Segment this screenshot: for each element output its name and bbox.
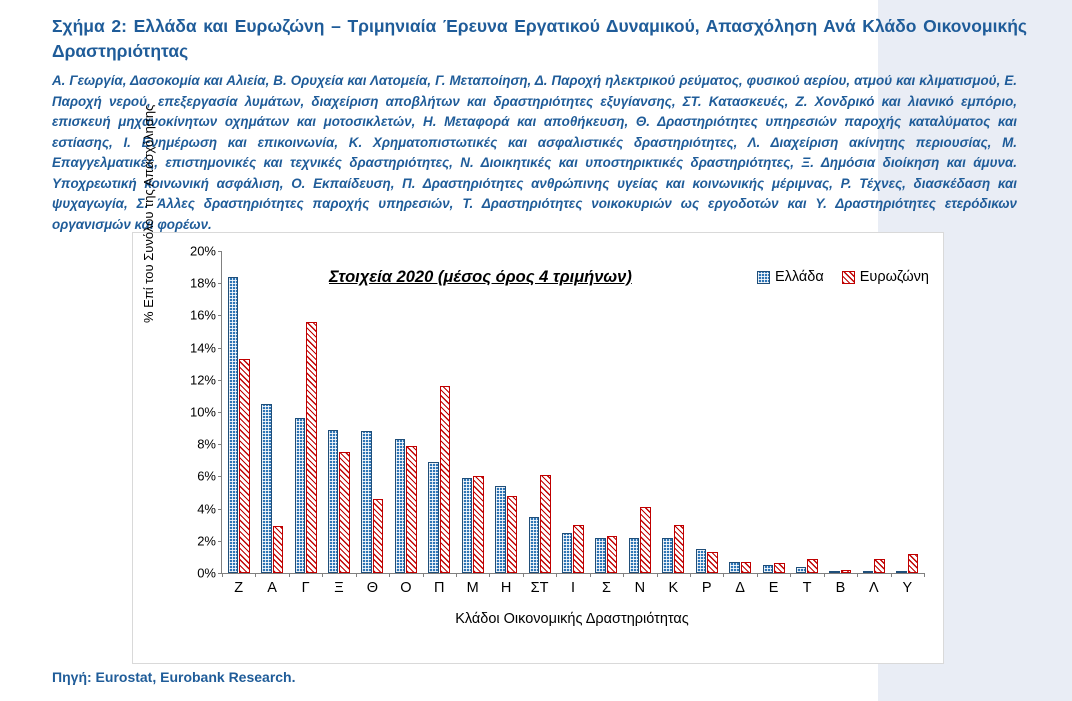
bar-greece <box>763 565 774 573</box>
bar-greece <box>595 538 606 573</box>
bar-eurozone <box>507 496 518 573</box>
bar-greece <box>428 462 439 573</box>
y-axis-tick-label: 18% <box>189 275 216 291</box>
x-axis-tick-label: ΣΤ <box>530 580 549 596</box>
x-axis-tick-mark <box>389 573 390 577</box>
legend-label-eurozone: Ευρωζώνη <box>859 269 929 285</box>
x-axis-tick-label: Ο <box>400 580 412 596</box>
x-axis-tick-label: Ζ <box>234 580 244 596</box>
y-axis-tick-label: 14% <box>189 340 216 356</box>
x-axis-tick-mark <box>456 573 457 577</box>
y-axis-tick-mark <box>218 412 222 413</box>
x-axis-tick-mark <box>489 573 490 577</box>
bar-group <box>891 251 924 573</box>
y-axis-tick-mark <box>218 315 222 316</box>
bar-group <box>657 251 690 573</box>
x-axis-tick-label: Λ <box>869 580 879 596</box>
bar-group <box>556 251 589 573</box>
bar-eurozone <box>339 452 350 573</box>
x-axis-tick-label: Π <box>434 580 445 596</box>
x-axis-tick-mark <box>255 573 256 577</box>
bar-greece <box>495 486 506 573</box>
y-axis-tick-mark <box>218 380 222 381</box>
bar-eurozone <box>908 554 919 573</box>
bar-group <box>222 251 255 573</box>
x-axis-tick-label: Ι <box>570 580 576 596</box>
y-axis-tick-mark <box>218 444 222 445</box>
bar-series-group <box>222 251 924 573</box>
bar-greece <box>261 404 272 573</box>
x-axis-tick-mark <box>222 573 223 577</box>
bar-eurozone <box>239 359 250 573</box>
bar-greece <box>395 439 406 573</box>
bar-eurozone <box>841 570 852 573</box>
x-axis-tick-mark <box>657 573 658 577</box>
bar-greece <box>228 277 239 573</box>
y-axis-tick-label: 4% <box>197 501 216 517</box>
figure-sector-legend-note: Α. Γεωργία, Δασοκομία και Αλιεία, Β. Ορυχεία και Λατομεία, Γ. Μεταποίηση, Δ. Παροχή ηλεκτρικού ρεύματος, φυσικού αερίου, ατμού και κλιματισμού, Ε. Παροχή νερού, επεξεργασία λυμάτων, διαχείριση αποβλήτων και δραστηριότητες εξυγίανσης, ΣΤ. Κατασκευές, Ζ. Χονδρικό και λιανικό εμπόριο, επισκευή μηχανοκίνητων οχημάτων και μοτοσικλετών, Η. Μεταφορά και αποθήκευση, Θ. Δραστηριότητες υπηρεσιών παροχής καταλύματος και εστίασης, Ι. Ενημέρωση και επικοινωνία, Κ. Χρηματοπιστωτικές και ασφαλιστικές δραστηριότητες, Λ. Διαχείριση ακίνητης περιουσίας, Μ. Επαγγελματικές, επιστημονικές και τεχνικές δραστηριότητες, Ν. Διοικητικές και υποστηρικτικές δραστηριότητες, Ξ. Δημόσια διοίκηση και άμυνα. Υποχρεωτική κοινωνική ασφάλιση, Ο. Εκπαίδευση, Π. Δραστηριότητες ανθρώπινης υγείας και κοινωνικής μέριμνας, Ρ. Τέχνες, διασκέδαση και ψυχαγωγία, Σ. Άλλες δραστηριότητες παροχής υπηρεσιών, Τ. Δραστηριότητες νοικοκυριών ως εργοδοτών και Υ. Δραστηριότητες ετερόδικων οργανισμών και φορέων. <box>52 73 1017 232</box>
bar-eurozone <box>607 536 618 573</box>
bar-eurozone <box>707 552 718 573</box>
x-axis-tick-label: Υ <box>902 580 913 596</box>
x-axis-tick-label: Τ <box>802 580 812 596</box>
bar-group <box>389 251 422 573</box>
bar-greece <box>462 478 473 573</box>
y-axis-title: % Επί του Συνόλου της Απασχόλησης <box>141 104 156 323</box>
y-axis-tick-label: 12% <box>189 372 216 388</box>
bar-group <box>590 251 623 573</box>
y-axis-tick-mark <box>218 283 222 284</box>
bar-group <box>423 251 456 573</box>
bar-greece <box>696 549 707 573</box>
x-axis-tick-label: Κ <box>668 580 679 596</box>
bar-group <box>356 251 389 573</box>
y-axis-tick-label: 0% <box>197 565 216 581</box>
y-axis-tick-mark <box>218 476 222 477</box>
bar-greece <box>896 571 907 573</box>
x-axis-tick-mark <box>757 573 758 577</box>
x-axis-tick-mark <box>423 573 424 577</box>
bar-eurozone <box>273 526 284 573</box>
x-axis-title: Κλάδοι Οικονομικής Δραστηριότητας <box>455 611 689 627</box>
x-axis-tick-mark <box>523 573 524 577</box>
bar-greece <box>796 567 807 573</box>
bar-greece <box>863 571 874 573</box>
bar-group <box>790 251 823 573</box>
bar-eurozone <box>473 476 484 573</box>
x-axis-tick-label: Θ <box>366 580 379 596</box>
bar-eurozone <box>807 559 818 573</box>
bar-group <box>824 251 857 573</box>
y-axis-tick-mark <box>218 251 222 252</box>
bar-greece <box>662 538 673 573</box>
x-axis-tick-label: Ν <box>634 580 646 596</box>
bar-eurozone <box>373 499 384 573</box>
x-axis-tick-mark <box>322 573 323 577</box>
x-axis-tick-mark <box>790 573 791 577</box>
y-axis-tick-label: 10% <box>189 404 216 420</box>
bar-eurozone <box>306 322 317 573</box>
y-axis-tick-label: 2% <box>197 533 216 549</box>
bar-greece <box>562 533 573 573</box>
bar-greece <box>328 430 339 573</box>
bar-eurozone <box>640 507 651 573</box>
bar-group <box>757 251 790 573</box>
x-axis-tick-label: Μ <box>466 580 479 596</box>
bar-greece <box>361 431 372 573</box>
figure-title: Σχήμα 2: Ελλάδα και Ευρωζώνη – Τριμηνιαία Έρευνα Εργατικού Δυναμικού, Απασχόληση Ανά Κλάδο Οικονομικής Δραστηριότητας <box>52 16 1027 61</box>
x-axis-tick-label: Ε <box>768 580 779 596</box>
x-axis-tick-mark <box>891 573 892 577</box>
bar-eurozone <box>406 446 417 573</box>
bar-group <box>456 251 489 573</box>
bar-group <box>723 251 756 573</box>
bar-eurozone <box>674 525 685 573</box>
x-axis-tick-mark <box>924 573 925 577</box>
bar-eurozone <box>741 562 752 573</box>
y-axis-tick-label: 20% <box>189 243 216 259</box>
x-axis-tick-label: Β <box>835 580 846 596</box>
x-axis-tick-mark <box>590 573 591 577</box>
bar-eurozone <box>573 525 584 573</box>
x-axis-tick-label: Α <box>267 580 277 596</box>
bar-greece <box>729 562 740 573</box>
bar-eurozone <box>440 386 451 573</box>
bar-eurozone <box>774 563 785 573</box>
y-axis-tick-mark <box>218 509 222 510</box>
x-axis-tick-label: Ξ <box>334 580 344 596</box>
x-axis-tick-mark <box>723 573 724 577</box>
x-axis-tick-mark <box>824 573 825 577</box>
x-axis-tick-mark <box>556 573 557 577</box>
x-axis-tick-label: Σ <box>601 580 611 596</box>
x-axis-tick-mark <box>690 573 691 577</box>
bar-greece <box>295 418 306 573</box>
chart-subtitle: Στοιχεία 2020 (μέσος όρος 4 τριμήνων) <box>329 268 632 286</box>
bar-group <box>857 251 890 573</box>
bar-group <box>523 251 556 573</box>
y-axis-tick-label: 16% <box>189 307 216 323</box>
y-axis-tick-mark <box>218 348 222 349</box>
bar-greece <box>529 517 540 573</box>
bar-group <box>489 251 522 573</box>
x-axis-tick-mark <box>289 573 290 577</box>
bar-group <box>322 251 355 573</box>
bar-group <box>623 251 656 573</box>
y-axis-tick-label: 8% <box>197 436 216 452</box>
bar-group <box>690 251 723 573</box>
source-note: Πηγή: Eurostat, Eurobank Research. <box>52 669 296 685</box>
x-axis-tick-label: Γ <box>301 580 310 596</box>
x-axis-tick-label: Δ <box>735 580 745 596</box>
y-axis-tick-label: 6% <box>197 468 216 484</box>
legend-label-greece: Ελλάδα <box>774 269 824 285</box>
bar-eurozone <box>874 559 885 573</box>
x-axis-tick-label: Η <box>500 580 512 596</box>
x-axis-tick-mark <box>857 573 858 577</box>
x-axis-tick-mark <box>623 573 624 577</box>
bar-greece <box>829 571 840 573</box>
x-axis-tick-label: Ρ <box>701 580 712 596</box>
y-axis-tick-mark <box>218 541 222 542</box>
bar-eurozone <box>540 475 551 573</box>
plot-area <box>189 243 924 596</box>
bar-group <box>255 251 288 573</box>
bar-group <box>289 251 322 573</box>
bar-greece <box>629 538 640 573</box>
x-axis-tick-mark <box>356 573 357 577</box>
